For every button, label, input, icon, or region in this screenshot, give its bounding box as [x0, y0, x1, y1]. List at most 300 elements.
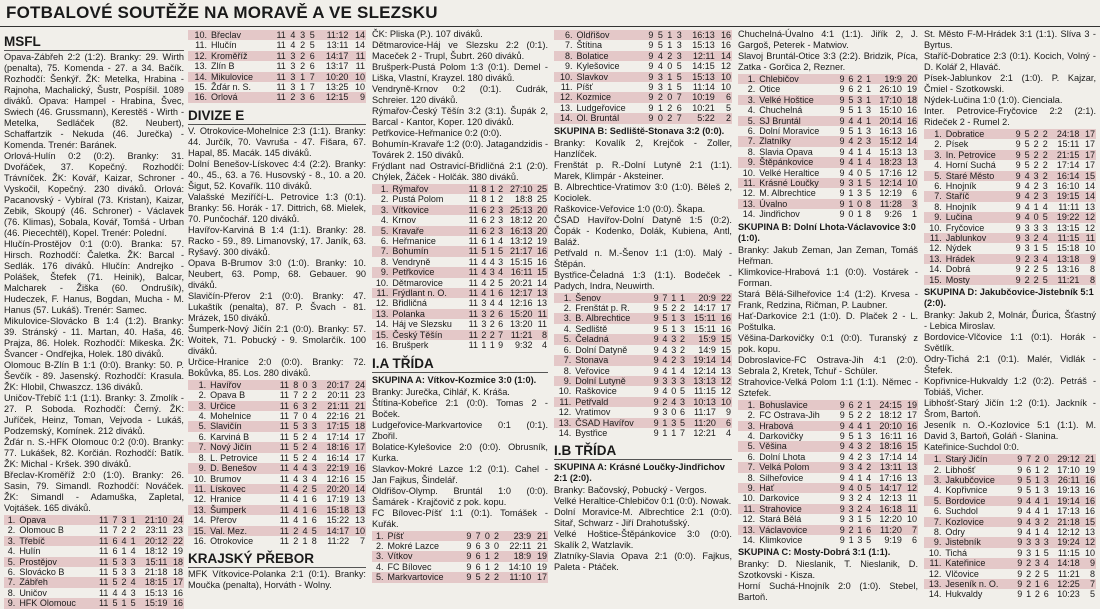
- cell-losses: 7: [673, 92, 682, 102]
- match-report: Věšina-Darkovičky 0:1 (0:0). Turanský z pok. kopu.: [738, 332, 918, 354]
- table-row: [554, 293, 732, 303]
- cell-draws: 0: [667, 61, 673, 72]
- cell-wins: 8: [290, 380, 299, 390]
- cell-losses: 3: [866, 430, 872, 441]
- cell-losses: 4: [680, 365, 686, 376]
- cell-rank: 13.: [554, 418, 572, 428]
- cell-draws: 2: [855, 504, 864, 514]
- cell-score: 15:20: [504, 309, 533, 319]
- cell-team: Mosty: [943, 275, 1013, 285]
- cell-draws: 2: [299, 484, 308, 494]
- cell-score: 11:15: [1057, 547, 1080, 558]
- cell-score: 14:17: [693, 303, 716, 314]
- cell-points: 13: [1084, 201, 1095, 212]
- cell-played: 11: [465, 184, 479, 194]
- cell-points: 16: [716, 30, 732, 40]
- cell-wins: 5: [472, 572, 481, 582]
- cell-losses: 6: [306, 92, 316, 102]
- cell-losses: 5: [498, 277, 504, 288]
- cell-losses: 4: [311, 431, 317, 442]
- cell-wins: 3: [287, 72, 297, 82]
- table-row: [554, 313, 732, 323]
- cell-losses: 6: [496, 309, 504, 319]
- cell-team: Lískovec: [207, 484, 275, 494]
- cell-team: Frenštát p. R.: [575, 303, 630, 314]
- cell-score: 21:18: [144, 567, 168, 578]
- cell-points: 17: [168, 577, 184, 587]
- cell-team: Píšť: [576, 82, 593, 93]
- cell-team: ČSAD Havířov: [572, 418, 651, 428]
- cell-played: 9: [1014, 454, 1023, 464]
- cell-played: 9: [653, 427, 659, 438]
- cell-team: Silheřovice: [759, 472, 804, 483]
- cell-points: 16: [172, 587, 183, 598]
- cell-score: 17:14: [879, 451, 902, 462]
- cell-losses: 1: [863, 400, 872, 410]
- cell-played: 11: [279, 535, 290, 546]
- cell-score: 11:10: [500, 572, 532, 582]
- cell-rank: 7.: [924, 517, 942, 527]
- cell-losses: 4: [1040, 254, 1049, 264]
- cell-score: 15:19: [137, 598, 169, 608]
- column-msfl: [4, 29, 184, 609]
- cell-rank: 11.: [924, 233, 943, 243]
- cell-losses: 2: [1040, 129, 1049, 139]
- table-row: [924, 254, 1096, 264]
- section-title-divize-e: DIVIZE E: [188, 107, 366, 125]
- cell-rank: 1.: [188, 380, 207, 390]
- cell-played: 11: [271, 30, 287, 40]
- cell-rank: 13.: [188, 505, 207, 515]
- cell-team: Heřmanice: [392, 236, 436, 247]
- cell-points: 14: [717, 355, 732, 365]
- cell-losses: 2: [1042, 139, 1048, 150]
- cell-played: 9: [837, 483, 846, 493]
- ib-group-d-title: SKUPINA D: Jakubčovice-Jistebník 5:1 (2:0).: [924, 287, 1094, 309]
- cell-rank: 10.: [742, 167, 756, 178]
- cell-rank: 11.: [924, 558, 942, 568]
- column-ia-b: [554, 29, 732, 603]
- cell-played: 11: [275, 421, 290, 431]
- cell-losses: 4: [866, 472, 872, 483]
- cell-team: Václavovice: [756, 525, 837, 535]
- cell-points: 12: [1081, 537, 1096, 547]
- table-row: [554, 61, 732, 71]
- cell-wins: 3: [846, 178, 855, 188]
- cell-played: 9: [648, 102, 654, 113]
- cell-score: 18:23: [872, 157, 903, 167]
- cell-wins: 6: [472, 551, 481, 561]
- cell-played: 9: [837, 504, 846, 514]
- cell-team: Raškovice: [575, 386, 617, 397]
- cell-team: Hranice: [210, 494, 242, 505]
- table-row: [924, 160, 1096, 170]
- cell-points: 17: [1080, 129, 1096, 139]
- cell-team: Krnov: [392, 215, 416, 226]
- match-report: Oldřišov-Olymp. Bruntál 1:0 (0:0). Šamárek - Krajčovič z pok. kopu.: [372, 485, 548, 507]
- ib-c-reports: [738, 559, 918, 603]
- cell-score: 16:13: [879, 126, 902, 137]
- cell-wins: 4: [1022, 171, 1031, 181]
- cell-score: 21:18: [1050, 517, 1081, 527]
- cell-rank: 11.: [738, 178, 756, 188]
- cell-score: 16:10: [1056, 181, 1080, 192]
- cell-points: 15: [717, 334, 732, 344]
- cell-draws: 2: [667, 102, 673, 113]
- cell-wins: 2: [1022, 254, 1031, 264]
- cell-points: 17: [1084, 160, 1095, 171]
- cell-draws: 1: [671, 323, 677, 334]
- cell-wins: 6: [475, 540, 481, 551]
- cell-team: Dolní Moravice: [759, 126, 820, 137]
- cell-score: 12:19: [879, 188, 902, 199]
- cell-draws: 3: [296, 30, 306, 40]
- cell-rank: 7.: [738, 136, 756, 146]
- cell-points: 12: [903, 483, 918, 493]
- section-title-ia: I.A TŘÍDA: [372, 355, 548, 373]
- cell-points: 16: [1084, 485, 1095, 496]
- krajsky-prebor-report: MFK Vítkovice-Polanka 2:1 (0:1). Branky: Moučka (penalta), Horváth - Wolny.: [188, 569, 366, 591]
- cell-losses: 4: [863, 157, 872, 167]
- cell-points: 12: [906, 167, 917, 178]
- cell-points: 6: [911, 534, 917, 545]
- cell-played: 9: [648, 61, 654, 72]
- cell-played: 9: [839, 410, 845, 421]
- cell-team: Fryčovice: [945, 222, 985, 233]
- table-row: [372, 319, 548, 329]
- table-row: [738, 483, 918, 493]
- cell-wins: 3: [848, 493, 854, 504]
- cell-wins: 4: [1022, 191, 1031, 201]
- cell-played: 11: [465, 205, 479, 215]
- match-report: Odry-Tichá 2:1 (0:1). Malér, Vidlák - Štefek.: [924, 354, 1096, 376]
- table-row: [554, 345, 732, 355]
- cell-wins: 4: [112, 587, 118, 598]
- cell-points: 17: [354, 452, 365, 463]
- ib-reports: [554, 485, 732, 573]
- cell-wins: 8: [481, 194, 487, 205]
- cell-wins: 4: [848, 167, 854, 178]
- table-row: [188, 505, 366, 515]
- cell-rank: 1.: [372, 531, 384, 541]
- cell-played: 11: [271, 51, 287, 61]
- cell-points: 11: [1080, 233, 1096, 243]
- cell-played: 9: [1013, 212, 1022, 222]
- cell-played: 9: [648, 40, 654, 51]
- cell-team: Zlín B: [210, 61, 235, 72]
- cell-points: 19: [1084, 464, 1095, 475]
- cell-losses: 6: [311, 515, 317, 526]
- cell-points: 16: [906, 105, 917, 116]
- cell-score: 11:15: [1049, 233, 1081, 243]
- cell-draws: 1: [1034, 464, 1040, 475]
- cell-wins: 2: [287, 92, 297, 102]
- cell-wins: 4: [481, 256, 487, 267]
- match-report: Ludgeřovice-Markvartovice 0:1 (0:1). Zbořil.: [372, 419, 548, 441]
- cell-points: 14: [906, 451, 917, 462]
- table-row: [924, 191, 1096, 201]
- cell-losses: 1: [1041, 496, 1050, 506]
- cell-wins: 3: [290, 82, 296, 93]
- cell-score: 19:9: [872, 74, 903, 84]
- cell-played: 9: [1013, 171, 1022, 181]
- cell-played: 11: [95, 598, 110, 608]
- cell-rank: 10.: [554, 72, 574, 82]
- cell-points: 20: [534, 205, 548, 215]
- cell-losses: 5: [676, 82, 682, 93]
- cell-team: L. Petrovice: [210, 452, 258, 463]
- cell-wins: 4: [1024, 181, 1030, 192]
- table-row: [924, 243, 1096, 253]
- cell-draws: 2: [489, 319, 495, 330]
- cell-played: 11: [275, 484, 290, 494]
- cell-rank: 8.: [933, 526, 942, 537]
- cell-draws: 2: [1031, 150, 1040, 160]
- table-row: [4, 536, 184, 546]
- cell-rank: 7.: [372, 246, 389, 256]
- cell-points: 22: [717, 293, 732, 303]
- cell-rank: 3.: [738, 421, 756, 431]
- cell-points: 7: [1081, 579, 1096, 589]
- cell-losses: 2: [1043, 464, 1049, 475]
- cell-score: 21:10: [137, 515, 169, 525]
- cell-points: 16: [720, 40, 731, 51]
- column-ib-cd: [924, 29, 1096, 603]
- cell-draws: 2: [1031, 129, 1040, 139]
- ib-group-c-title: SKUPINA C: Mosty-Dobrá 3:1 (1:1).: [738, 547, 891, 558]
- ib-c-reports-2: [924, 29, 1096, 128]
- cell-losses: 1: [863, 116, 872, 126]
- table-row: [738, 116, 918, 126]
- cell-score: 11:22: [327, 535, 350, 546]
- cell-losses: 1: [128, 515, 137, 525]
- cell-rank: 14.: [558, 427, 572, 438]
- cell-losses: 4: [498, 298, 504, 309]
- cell-team: Uničov: [19, 587, 47, 598]
- table-row: [188, 453, 366, 463]
- cell-draws: 1: [489, 340, 495, 351]
- cell-points: 8: [1080, 275, 1096, 285]
- cell-losses: 4: [309, 442, 318, 452]
- cell-rank: 8.: [747, 146, 756, 157]
- cell-wins: 4: [293, 494, 299, 505]
- match-report: Branky: D. Nieslanik, T. Nieslanik, D. Szotkovski - Kisza.: [738, 559, 918, 581]
- cell-score: 14:10: [508, 561, 532, 572]
- cell-wins: 2: [1024, 264, 1030, 275]
- cell-rank: 6.: [934, 181, 942, 192]
- cell-losses: 3: [673, 30, 682, 40]
- cell-draws: 1: [296, 72, 306, 82]
- cell-losses: 8: [311, 535, 317, 546]
- table-row: [738, 493, 918, 503]
- cell-rank: 14.: [554, 113, 574, 123]
- table-row: [924, 485, 1096, 495]
- cell-draws: 2: [664, 51, 673, 61]
- table-row: [188, 526, 366, 536]
- cell-wins: 5: [654, 30, 663, 40]
- cell-rank: 8.: [7, 587, 16, 598]
- cell-wins: 7: [293, 390, 299, 401]
- cell-played: 11: [468, 215, 479, 226]
- cell-losses: 7: [306, 72, 316, 82]
- cell-score: 14:17: [316, 51, 350, 61]
- cell-losses: 3: [680, 323, 686, 334]
- table-row: [188, 411, 366, 421]
- cell-points: 19: [536, 561, 547, 572]
- cell-score: 15:11: [137, 557, 169, 567]
- ia-group-b-title: SKUPINA B: Sedliště-Stonava 3:2 (0:0).: [554, 125, 725, 136]
- cell-losses: 6: [309, 505, 318, 515]
- cell-team: HFK Olomouc: [16, 598, 94, 608]
- cell-losses: 3: [496, 205, 504, 215]
- cell-points: 13: [354, 494, 365, 505]
- cell-points: 15: [354, 473, 365, 484]
- cell-losses: 3: [863, 136, 872, 146]
- cell-wins: 5: [293, 431, 299, 442]
- cell-played: 9: [839, 188, 845, 199]
- cell-draws: 2: [118, 577, 127, 587]
- cell-team: Hnojník: [945, 201, 977, 212]
- cell-played: 9: [645, 92, 654, 102]
- match-report: Libhošť-Starý Jičín 1:2 (0:1). Jackník - Šrom, Bartoň.: [924, 398, 1096, 420]
- table-row: [738, 95, 918, 105]
- table-row: [188, 401, 366, 411]
- cell-played: 9: [466, 540, 472, 551]
- cell-rank: 12.: [554, 92, 574, 102]
- cell-wins: 5: [848, 430, 854, 441]
- cell-rank: 11.: [738, 504, 756, 514]
- cell-score: 20:9: [686, 293, 717, 303]
- cell-wins: 8: [479, 184, 487, 194]
- cell-wins: 3: [481, 298, 487, 309]
- cell-score: 12:14: [872, 178, 903, 188]
- cell-draws: 2: [671, 303, 677, 314]
- cell-losses: 1: [863, 95, 872, 105]
- cell-points: 9: [1081, 558, 1096, 568]
- cell-losses: 6: [680, 407, 686, 418]
- cell-rank: 5.: [372, 226, 389, 236]
- cell-rank: 9.: [188, 463, 207, 473]
- cell-losses: 6: [498, 319, 504, 330]
- cell-draws: 3: [668, 334, 677, 344]
- cell-team: Stonava: [572, 355, 651, 365]
- cell-played: 9: [1013, 191, 1022, 201]
- cell-points: 12: [720, 386, 731, 397]
- cell-team: M. Albrechtice: [759, 188, 816, 199]
- cell-losses: 2: [496, 184, 504, 194]
- cell-losses: 8: [865, 209, 871, 220]
- cell-team: Slovácko B: [19, 567, 65, 578]
- cell-draws: 3: [484, 540, 490, 551]
- cell-score: 15:9: [686, 334, 717, 344]
- cell-points: 15: [903, 441, 918, 451]
- cell-draws: 2: [487, 309, 495, 319]
- cell-points: 13: [534, 288, 548, 298]
- match-report: Chuchelná-Úvalno 4:1 (1:1). Jiřík 2, J. Gargoš, Peterek - Matwiov.: [738, 29, 918, 50]
- match-report: Raškovice-Veřovice 1:0 (0:0). Škapa.: [554, 203, 706, 214]
- cell-played: 9: [645, 51, 654, 61]
- match-report: Písek-Jablunkov 2:1 (1:0). P. Kajzar, Čmiel - Szotkowski.: [924, 73, 1096, 94]
- cell-points: 11: [903, 504, 918, 514]
- cell-draws: 1: [299, 505, 308, 515]
- cell-played: 9: [839, 472, 845, 483]
- table-row: [924, 506, 1096, 516]
- cell-draws: 0: [855, 483, 864, 493]
- cell-losses: 2: [1041, 517, 1050, 527]
- cell-wins: 6: [1026, 464, 1032, 475]
- match-report: Frýdlant nad Ostravicí-Břidličná 2:1 (2:0). Chýlek, Žáček - Holčák. 380 diváků.: [372, 161, 548, 182]
- page-header: [0, 0, 1100, 27]
- cell-points: 21: [1081, 454, 1096, 464]
- match-report: Staříč-Dobratice 2:3 (0:1). Kocich, Volný - D. Kolář 2, Hlaváč.: [924, 51, 1096, 72]
- table-row: [924, 569, 1096, 579]
- cell-played: 9: [837, 116, 846, 126]
- cell-played: 11: [465, 246, 479, 256]
- cell-rank: 6.: [554, 30, 574, 40]
- cell-losses: 3: [309, 421, 318, 431]
- cell-team: Otice: [759, 84, 781, 95]
- cell-points: 19: [536, 236, 547, 247]
- cell-played: 9: [837, 136, 846, 146]
- cell-losses: 5: [1042, 243, 1048, 254]
- cell-rank: 1.: [738, 74, 756, 84]
- cell-team: Brušperk: [392, 340, 429, 351]
- cell-draws: 1: [302, 494, 308, 505]
- table-row: [924, 171, 1096, 181]
- cell-team: Darkovičky: [759, 430, 804, 441]
- cell-score: 10:13: [686, 397, 717, 407]
- cell-wins: 4: [660, 334, 669, 344]
- cell-draws: 1: [664, 30, 673, 40]
- cell-points: 1: [911, 209, 917, 220]
- cell-losses: 5: [1043, 568, 1049, 579]
- cell-score: 12:11: [683, 51, 716, 61]
- cell-score: 17:10: [1057, 464, 1080, 475]
- cell-draws: 3: [118, 515, 127, 525]
- cell-points: 17: [1080, 150, 1096, 160]
- cell-played: 9: [1013, 150, 1022, 160]
- cell-losses: 6: [496, 288, 504, 298]
- cell-losses: 3: [1041, 475, 1050, 485]
- cell-points: 25: [536, 194, 547, 205]
- cell-points: 21: [532, 531, 548, 541]
- cell-played: 11: [465, 330, 479, 340]
- cell-wins: 4: [846, 136, 855, 146]
- cell-wins: 5: [1022, 129, 1031, 139]
- cell-score: 12:16: [326, 473, 350, 484]
- cell-losses: 5: [1043, 547, 1049, 558]
- cell-rank: 4.: [198, 411, 207, 422]
- cell-rank: 8.: [934, 201, 942, 212]
- cell-draws: 0: [1031, 212, 1040, 222]
- cell-points: 7: [359, 535, 365, 546]
- cell-losses: 6: [309, 61, 315, 72]
- table-row: [738, 473, 918, 483]
- cell-wins: 6: [112, 546, 118, 557]
- cell-score: 12:21: [693, 427, 716, 438]
- cell-wins: 7: [293, 411, 299, 422]
- table-row: [372, 562, 548, 572]
- table-row: [924, 465, 1096, 475]
- cell-wins: 4: [654, 51, 663, 61]
- cell-losses: 7: [496, 330, 504, 340]
- cell-wins: 5: [293, 452, 299, 463]
- cell-wins: 4: [1023, 517, 1032, 527]
- cell-draws: 2: [1033, 181, 1039, 192]
- cell-rank: 9.: [565, 61, 573, 72]
- table-row: [924, 223, 1096, 233]
- cell-played: 11: [275, 505, 290, 515]
